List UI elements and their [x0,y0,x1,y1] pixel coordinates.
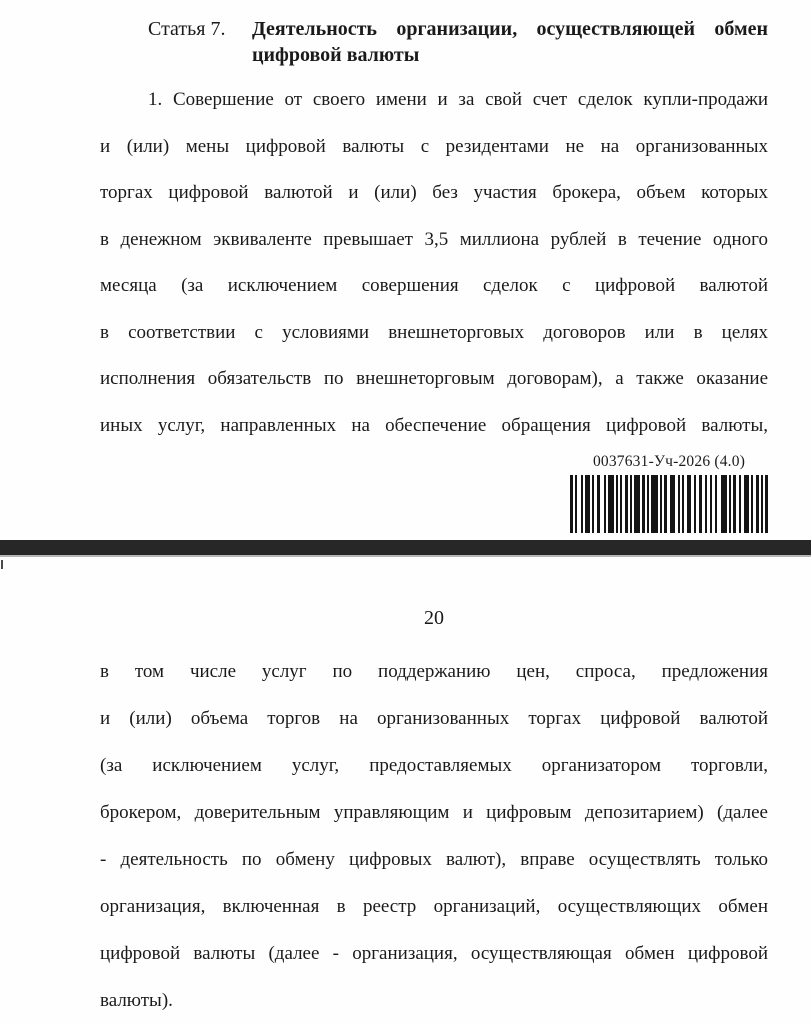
text-line: в соответствии с условиями внешнеторговых договоров или в целях [100,321,768,343]
text-line: иных услуг, направленных на обеспечение обращения цифровой валюты, [100,414,768,436]
paragraph-clause-1-continued [100,648,768,1024]
article-heading [148,16,768,68]
scan-edge-artifact [1,560,3,569]
text-line: и (или) мены цифровой валюты с резидентами не на организованных [100,135,768,157]
text-line: месяца (за исключением совершения сделок с цифровой валютой [100,275,768,296]
text-line: и (или) объема торгов на организованных торгах цифровой валютой [100,708,768,729]
article-number-label: Статья 7. [148,18,226,40]
document-barcode-block [568,452,770,533]
barcode-label: 0037631-Уч-2026 (4.0) [592,453,746,470]
page-number: 20 [424,607,444,629]
article-title-line: цифровой валюты [252,44,420,66]
text-line: брокером, доверительным управляющим и цифровым депозитарием) (далее [100,802,768,823]
text-line: 1. Совершение от своего имени и за свой счет сделок купли-продажи [148,89,768,110]
page-break-band [0,540,811,557]
text-line: организация, включенная в реестр организаций, осуществляющих обмен [100,896,768,917]
text-line: исполнения обязательств по внешнеторговым договорам), а также оказание [100,368,768,389]
text-line: (за исключением услуг, предоставляемых организатором торговли, [100,755,768,776]
article-title [252,16,768,68]
text-line: цифровой валюты (далее - организация, осуществляющая обмен цифровой [100,943,768,964]
code128-barcode-image [570,475,768,533]
article-title-line: Деятельность организации, осуществляющей обмен [252,18,768,40]
text-line: торгах цифровой валютой и (или) без участия брокера, объем которых [100,182,768,203]
text-line: в том числе услуг по поддержанию цен, спроса, предложения [100,661,768,682]
text-line: - деятельность по обмену цифровых валют), вправе осуществлять только [100,849,768,870]
paragraph-clause-1 [100,77,768,449]
text-line: в денежном эквиваленте превышает 3,5 миллиона рублей в течение одного [100,228,768,250]
text-line: валюты). [100,990,173,1011]
